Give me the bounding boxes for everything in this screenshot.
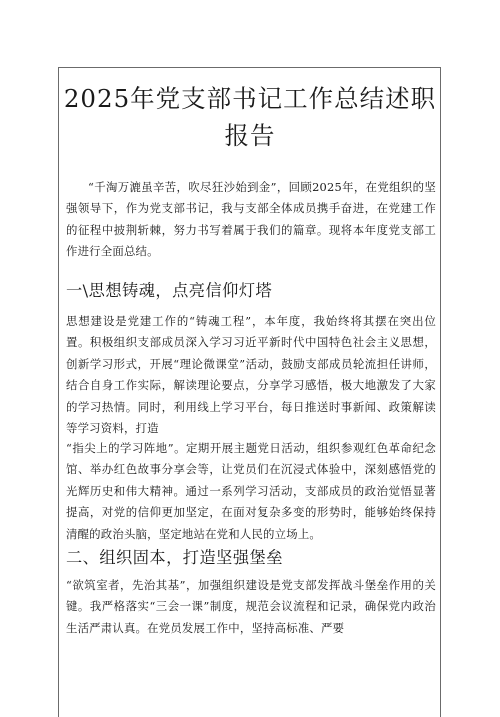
section2-paragraph-1: “欲筑室者，先治其基”，加强组织建设是党支部发挥战斗堡垒作用的关键。我严格落实“三会一课”制度，规范会议流程和记录，确保党内政治生活严肃认真。在党员发展工作中，坚持高标准、严要 xyxy=(66,578,436,635)
section1-paragraph-1: 思想建设是党建工作的“铸魂工程”，本年度，我始终将其摆在突出位置。积极组织支部成员深入学习习近平新时代中国特色社会主义思想，创新学习形式，开展“理论微课堂”活动，鼓励支部成员轮流担任讲师，结合自身工作实际，解读理论要点，分享学习感悟，极大地激发了大家的学习热情。同时，利用线上学习平台，每日推送时事新闻、政策解读等学习资料，打造 xyxy=(66,314,436,436)
document-title: 2025年党支部书记工作总结述职 xyxy=(63,84,437,113)
section-heading-2: 二、组织固本，打造坚强堡垒 xyxy=(66,548,283,567)
section1-paragraph-2: “指尖上的学习阵地”。定期开展主题党日活动，组织参观红色革命纪念馆、举办红色故事分享会等，让党员们在沉浸式体验中，深刻感悟党的光辉历史和伟大精神。通过一系列学习活动，支部成员的政治觉悟显著提高，对党的信仰更加坚定，在面对复杂多变的形势时，能够始终保持清醒的政治头脑，坚定地站在党和人民的立场上。 xyxy=(66,441,436,541)
section-heading-1: 一\思想铸魂，点亮信仰灯塔 xyxy=(66,281,273,300)
intro-paragraph: “千淘万漉虽辛苦，吹尽狂沙始到金”，回顾2025年，在党组织的坚强领导下，作为党支部书记，我与支部全体成员携手奋进，在党建工作的征程中披荆斩棘，努力书写着属于我们的篇章。现将本年度党支部工作进行全面总结。 xyxy=(66,180,436,259)
document-title-continued: 报告 xyxy=(224,121,276,150)
